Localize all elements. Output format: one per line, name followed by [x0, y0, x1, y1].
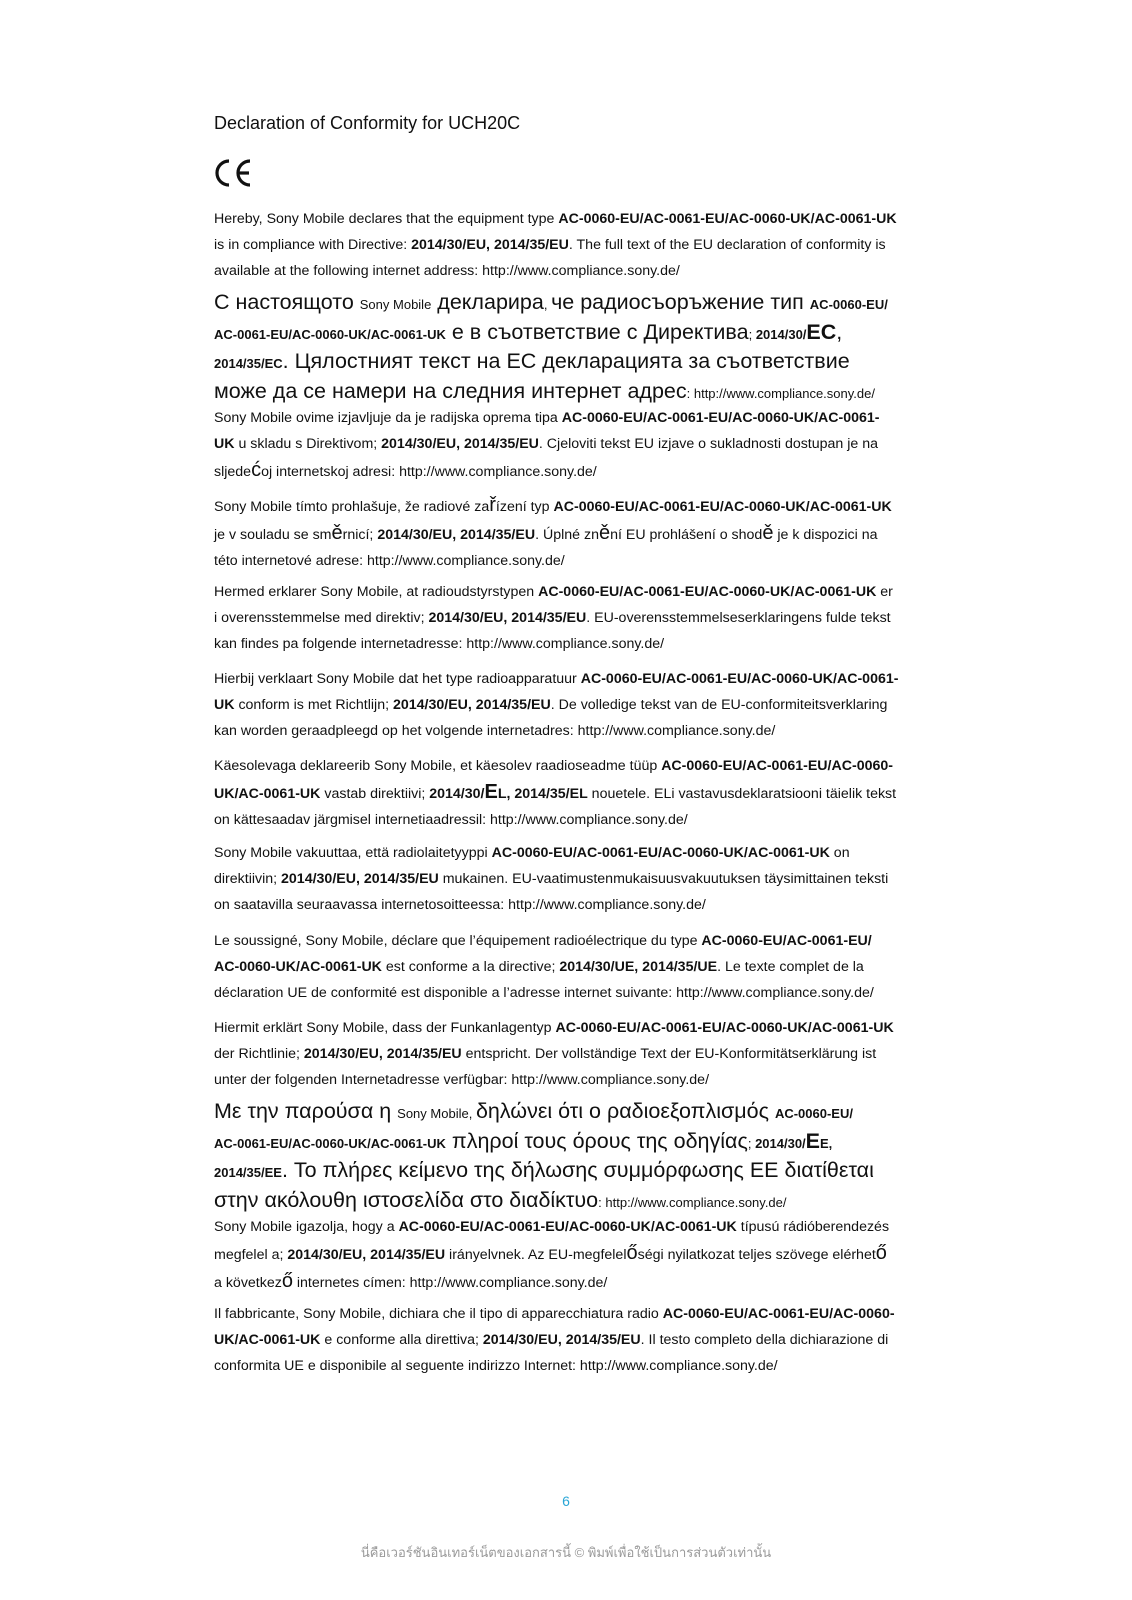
document-title: Declaration of Conformity for UCH20C [214, 113, 521, 133]
declaration-cs: Sony Mobile tímto prohlašuje, že radiové zařízení typ AC-0060-EU/AC-0061-EU/AC-0060-UK/AC-0061-UK je v souladu se směrnicí; 2014/30/EU, 2014/35/EU. Úplné znění EU prohlášení o shodě je k dispozici na této internetové adrese: http://www.compliance.sony.de/ [214, 494, 892, 569]
declaration-de: Hiermit erklärt Sony Mobile, dass der Funkanlagentyp AC-0060-EU/AC-0061-EU/AC-0060-UK/AC-0061-UK der Richtlinie; 2014/30/EU, 2014/35/EU entspricht. Der vollständige Text der EU-Konformitätserklärung ist unter der folgenden Internetadresse verfügbar: http://www.compliance.sony.de/ [214, 1020, 894, 1088]
declaration-et: Käesolevaga deklareerib Sony Mobile, et käesolev raadioseadme tüüp AC-0060-EU/AC-0061-EU/AC-0060- UK/AC-0061-UK vastab direktiivi; 2014/30/EL, 2014/35/EL nouetele. ELi vastavusdeklaratsiooni täielik tekst on kättesaadav järgmisel internetiaadressil: http://www.compliance.sony.de/ [214, 758, 897, 828]
declaration-nl: Hierbij verklaart Sony Mobile dat het type radioapparatuur AC-0060-EU/AC-0061-EU/AC-0060-UK/AC-0061- UK conform is met Richtlijn; 2014/30/EU, 2014/35/EU. De volledige tekst van de EU-conformiteitsverklaring kan worden geraadpleegd op het volgende internetadres: http://www.compliance.sony.de/ [214, 671, 899, 739]
page-number: 6 [562, 1493, 570, 1509]
declaration-fr: Le soussigné, Sony Mobile, déclare que l’équipement radioélectrique du type AC-0060-EU/AC-0061-EU/ AC-0060-UK/AC-0061-UK est conforme a la directive; 2014/30/UE, 2014/35/UE. Le texte complet de la déclaration UE de conformité est disponible a l’adresse internet suivante: http://www.compliance.sony.de/ [214, 933, 874, 1001]
declaration-it: Il fabbricante, Sony Mobile, dichiara che il tipo di apparecchiatura radio AC-0060-EU/AC-0061-EU/AC-0060- UK/AC-0061-UK e conforme alla direttiva; 2014/30/EU, 2014/35/EU. Il testo completo della dichiarazione di conformita UE e disponibile al seguente indirizzo Internet: http://www.compliance.sony.de/ [214, 1306, 895, 1374]
declaration-fi: Sony Mobile vakuuttaa, että radiolaitetyyppi AC-0060-EU/AC-0061-EU/AC-0060-UK/AC-0061-UK on direktiivin; 2014/30/EU, 2014/35/EU mukainen. EU-vaatimustenmukaisuusvakuutuksen täysimittainen teksti on saatavilla seuraavassa internetosoitteessa: http://www.compliance.sony.de/ [214, 845, 889, 913]
ce-mark-icon [214, 158, 256, 188]
declaration-da: Hermed erklarer Sony Mobile, at radioudstyrstypen AC-0060-EU/AC-0061-EU/AC-0060-UK/AC-0061-UK er i overensstemmelse med direktiv; 2014/30/EU, 2014/35/EU. EU-overensstemmelseserklaringens fulde tekst kan findes pa folgende internetadresse: http://www.compliance.sony.de/ [214, 584, 893, 652]
declaration-en: Hereby, Sony Mobile declares that the equipment type AC-0060-EU/AC-0061-EU/AC-0060-UK/AC-0061-UK is in compliance with Directive: 2014/30/EU, 2014/35/EU. The full text of the EU declaration of conformity is available at the following internet address: http://www.compliance.sony.de/ [214, 211, 897, 279]
declaration-hr: Sony Mobile ovime izjavljuje da je radijska oprema tipa AC-0060-EU/AC-0061-EU/AC-0060-UK/AC-0061- UK u skladu s Direktivom; 2014/30/EU, 2014/35/EU. Cjeloviti tekst EU izjave o sukladnosti dostupan je na sljedećoj internetskoj adresi: http://www.compliance.sony.de/ [214, 410, 880, 481]
declaration-bg: С настоящото Sony Mobile декларира, че радиосъоръжение тип AC-0060-EU/ AC-0061-EU/AC-0060-UK/AC-0061-UK е в съответствие с Директива; 2014/30/EC, 2014/35/EC. Цялостният текст на ЕС декларацията за съответствие може да се намери на следния интернет адрес: http://www.compliance.sony.de/ [214, 290, 888, 403]
footer-note: นี่คือเวอร์ชันอินเทอร์เน็ตของเอกสารนี้ © พิมพ์เพื่อใช้เป็นการส่วนตัวเท่านั้น [360, 1545, 772, 1560]
declaration-el: Με την παρούσα η Sony Mobile, δηλώνει ότι ο ραδιοεξοπλισμός AC-0060-EU/ AC-0061-EU/AC-0060-UK/AC-0061-UK πληροί τους όρους της οδηγίας; 2014/30/EE, 2014/35/EE. Το πλήρες κείμενο της δήλωσης συμμόρφωσης ΕΕ διατίθεται στην ακόλουθη ιστοσελίδα στο διαδίκτυο: http://www.compliance.sony.de/ [214, 1099, 874, 1212]
declaration-hu: Sony Mobile igazolja, hogy a AC-0060-EU/AC-0061-EU/AC-0060-UK/AC-0061-UK típusú rádióberendezés megfelel a; 2014/30/EU, 2014/35/EU irányelvnek. Az EU-megfelelőségi nyilatkozat teljes szövege elérhető a következő internetes címen: http://www.compliance.sony.de/ [214, 1219, 890, 1292]
